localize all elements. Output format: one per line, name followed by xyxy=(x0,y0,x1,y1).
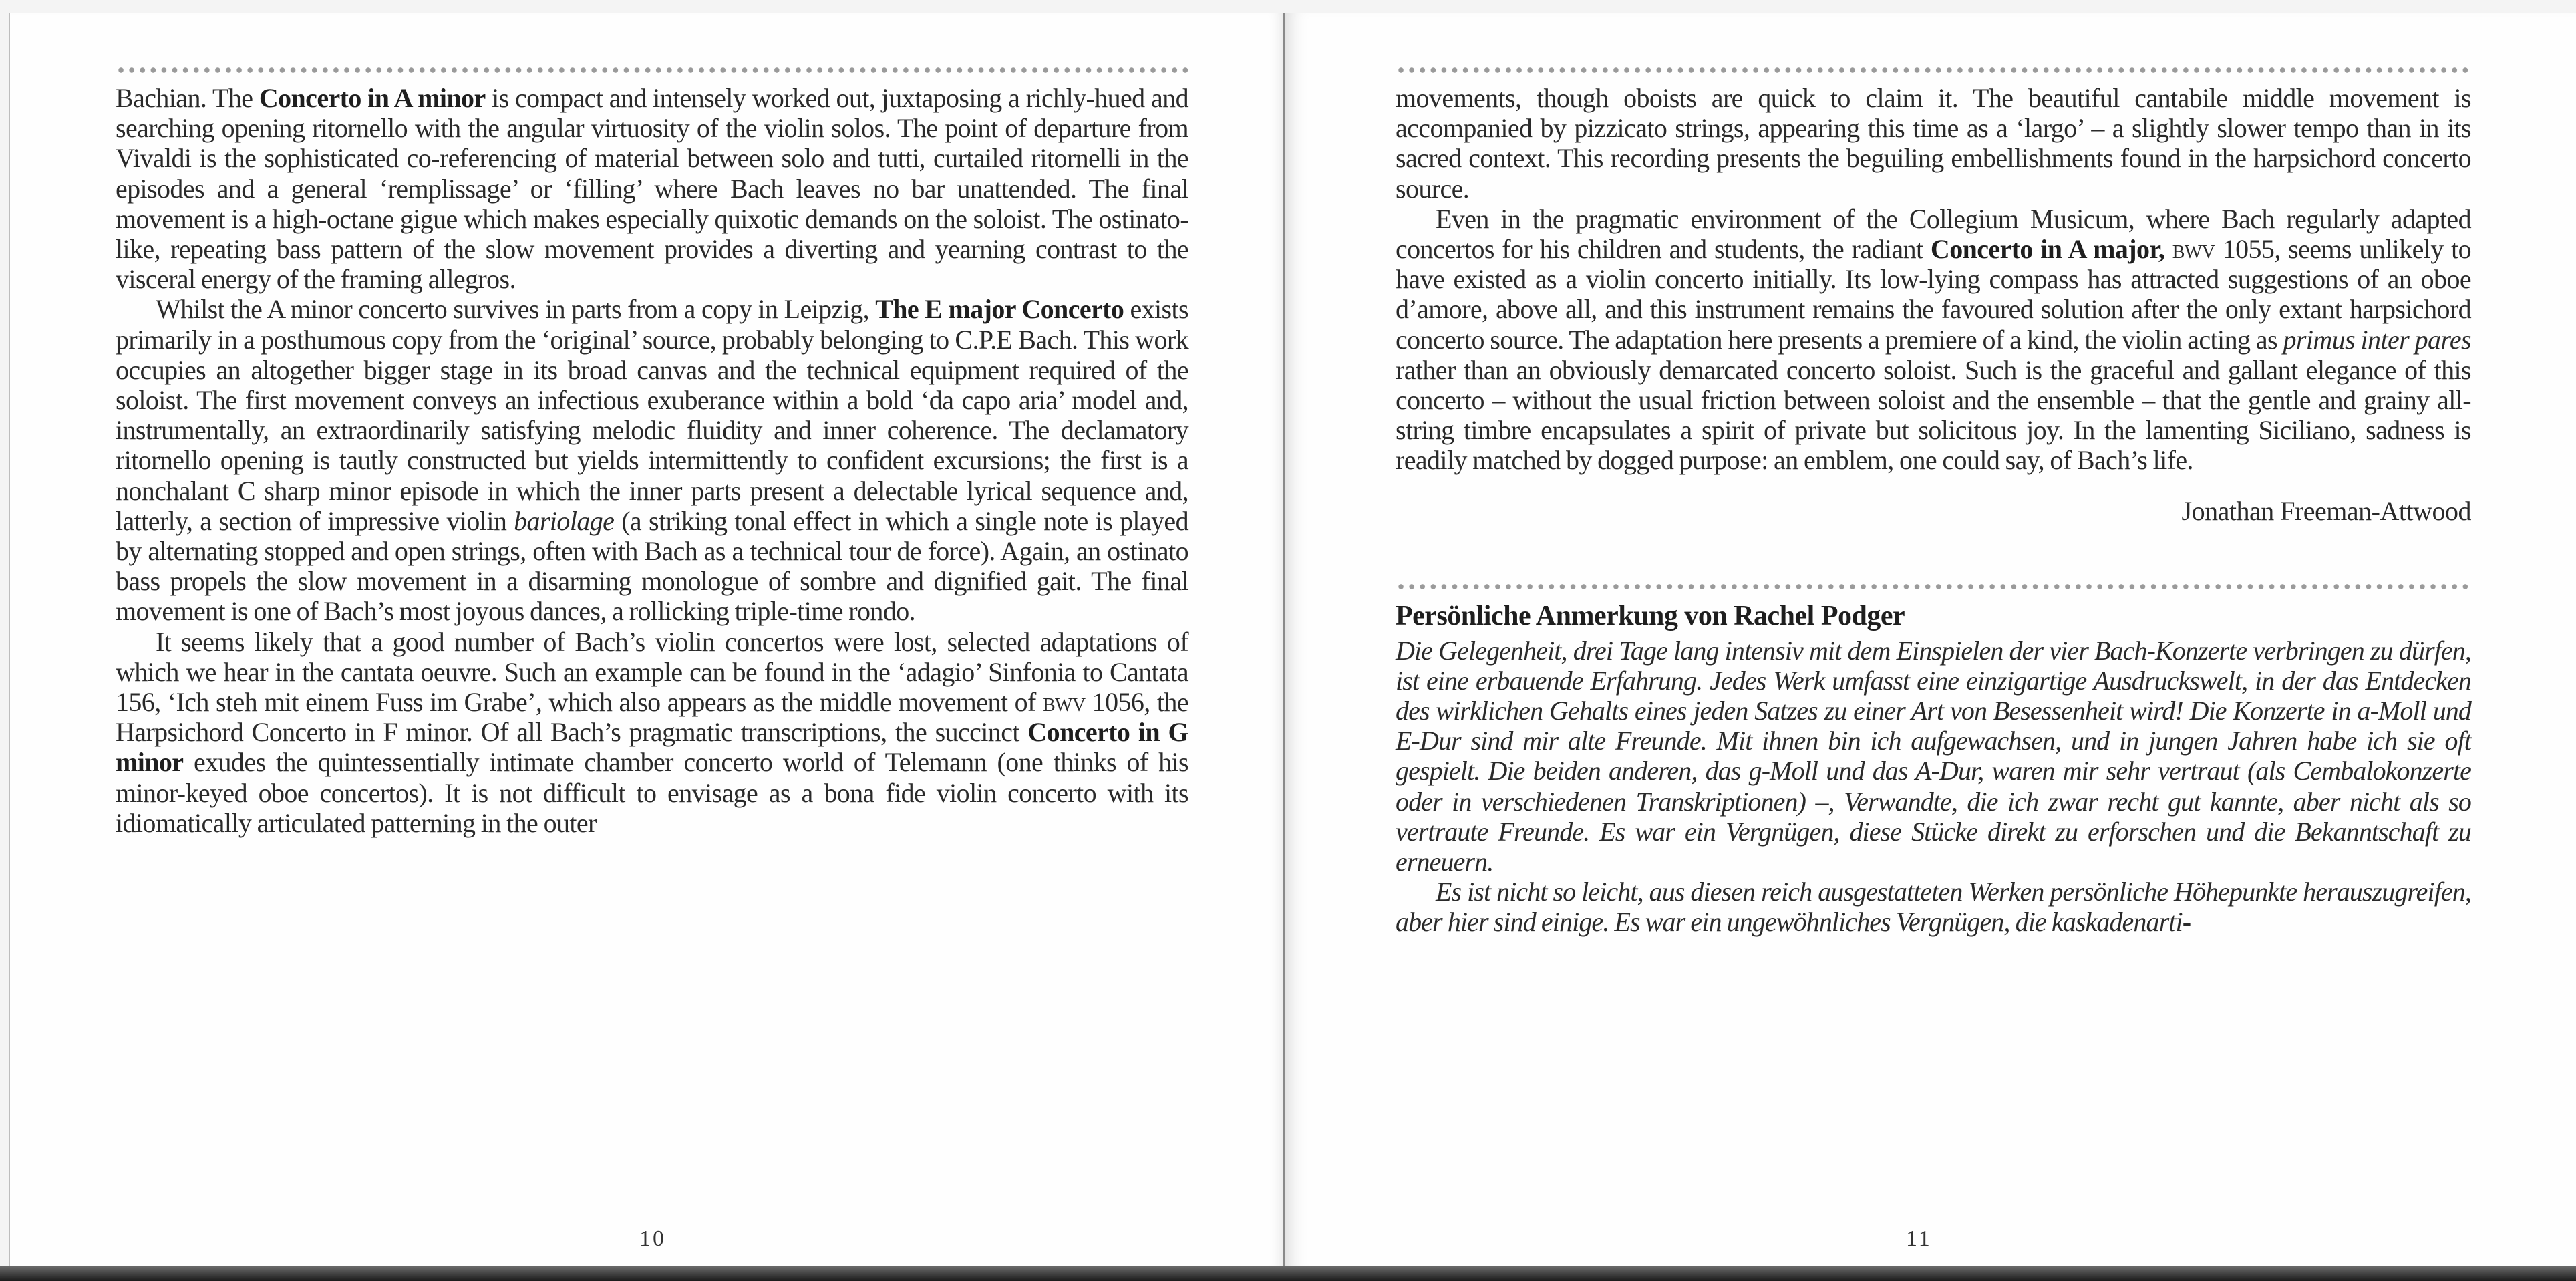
italic-term: bariolage xyxy=(514,505,615,536)
section-heading: Persönliche Anmerkung von Rachel Podger xyxy=(1396,600,1905,631)
text-run: Even in the pragmatic environment of the Collegium Musicum, where Bach regularly adapted concertos for his children and students, the radiant xyxy=(1396,203,2471,265)
bold-work-title: Concerto in A minor xyxy=(259,83,486,113)
text-run xyxy=(2164,234,2172,264)
bold-work-title: Concerto in A major, xyxy=(1930,234,2165,265)
author-signature: Jonathan Freeman-Attwood xyxy=(2181,495,2471,526)
text-run: rather than an obviously demarcated concerto soloist. Such is the graceful and gallant elegance of this concerto – without the usual friction between soloist and the ensemble – that the gentle and grainy all-string timbre encapsulates a spirit of private but solicitous joy. In the lamenting Siciliano, sadness is readily matched by dogged purpose: an emblem, one could say, of Bach’s life. xyxy=(1396,354,2471,476)
text-run: Whilst the A minor concerto survives in parts from a copy in Leipzig, xyxy=(156,294,876,325)
page-number: 11 xyxy=(1906,1226,1932,1251)
paragraph xyxy=(116,294,1188,626)
page-number: 10 xyxy=(639,1226,666,1251)
paragraph xyxy=(116,83,1188,294)
scan-bottom-edge xyxy=(0,1266,2576,1281)
dotted-rule xyxy=(1396,582,2471,591)
german-paragraph: Es ist nicht so leicht, aus diesen reich ausgestatteten Werken persönliche Höhepunkte herauszugreifen, aber hier sind einige. Es war ein ungewöhnliches Vergnügen, die kaskadenarti- xyxy=(1396,877,2471,938)
text-run: is compact and intensely worked out, juxtaposing a richly-hued and searching opening ritornello with the angular virtuosity of the violin solos. The point of departure from Vivaldi is the sophisticated co-referencing of material between solo and tutti, curtailed ritornelli in the episodes and a general ‘remplissage’ or ‘filling’ where Bach leaves no bar unattended. The final movement is a high-octane gigue which makes especially quixotic demands on the soloist. The ostinato-like, repeating bass pattern of the slow movement provides a diverting and yearning contrast to the visceral energy of the framing allegros. xyxy=(116,83,1188,295)
paragraph xyxy=(1396,204,2471,476)
catalog-number: bwv 1055 xyxy=(2172,234,2275,265)
text-run: (a striking tonal effect in which a single note is played by alternating stopped and open strings, often with Bach as a technical tour de force). Again, an ostinato bass propels the slow movement in a disarming monologue of sombre and dignified gait. The final movement is one of Bach’s most joyous dances, a rollicking triple-time rondo. xyxy=(116,505,1188,627)
dotted-rule xyxy=(116,65,1188,75)
german-paragraph: Die Gelegenheit, drei Tage lang intensiv mit dem Einspielen der vier Bach-Konzerte verbringen zu dürfen, ist eine erbauende Erfahrung. Jedes Werk umfasst eine einzigartige Ausdruckswelt, in der das Entdecken des wirklichen Gehalts eines jeden Satzes zu einer Art von Besessenheit wird! Die Konzerte in a-Moll und E-Dur sind mir alte Freunde. Mit ihnen bin ich aufgewachsen, und in jungen Jahren habe ich sie oft gespielt. Die beiden anderen, das g-Moll und das A-Dur, waren mir sehr vertraut (als Cembalokonzerte oder in verschiedenen Transkriptionen) –, Verwandte, die ich zwar recht gut kannte, aber nicht als so vertraute Freunde. Es war ein Vergnügen, diese Stücke direkt zu erforschen und die Bekanntschaft zu erneuern. xyxy=(1396,635,2471,877)
catalog-number: bwv 1056 xyxy=(1042,687,1144,718)
italic-term: primus inter pares xyxy=(2283,324,2471,355)
paragraph xyxy=(116,627,1188,838)
text-run: exists primarily in a posthumous copy from the ‘original’ source, probably belonging to C.P.E Bach. This work occupies an altogether bigger stage in its broad canvas and the technical equipment required of the soloist. The first movement conveys an infectious exuberance within a bold ‘da capo aria’ model and, instrumentally, an extraordinarily satisfying melodic fluidity and inner coherence. The declamatory ritornello opening is tautly constructed but yields intermittently to confident excursions; the first is a nonchalant C sharp minor episode in which the inner parts present a delectable lyrical sequence and, latterly, a section of impressive violin xyxy=(116,294,1188,536)
dotted-rule xyxy=(1396,65,2471,75)
paragraph xyxy=(1396,83,2471,204)
text-run: It seems likely that a good number of Bach’s violin concertos were lost, selected adaptations of which we hear in the cantata oeuvre. Such an example can be found in the ‘adagio’ Sinfonia to Cantata 156, ‘Ich steh mit einem Fuss im Grabe’, which also appears as the middle movement of xyxy=(116,626,1188,718)
bold-work-title: The E major Concerto xyxy=(875,294,1124,325)
left-text-column xyxy=(116,65,1188,838)
left-page xyxy=(9,13,1283,1270)
bold-work-title: Concerto in G minor xyxy=(116,717,1188,778)
text-run: exudes the quintessentially intimate chamber concerto world of Telemann (one thinks of his minor-keyed oboe concertos). It is not difficult to envisage as a bona fide violin concerto with its idiomatically articulated patterning in the outer xyxy=(116,747,1188,838)
right-page xyxy=(1283,13,2576,1270)
text-run: , the Harpsichord Concerto in F minor. Of all Bach’s pragmatic transcriptions, the succinct xyxy=(116,687,1188,748)
text-run: movements, though oboists are quick to claim it. The beautiful cantabile middle movement is accompanied by pizzicato strings, appearing this time as a ‘largo’ – a slightly slower tempo than in its sacred context. This recording presents the beguiling embellishments found in the harpsichord concerto source. xyxy=(1396,83,2471,204)
text-run: , seems unlikely to have existed as a violin concerto initially. Its low-lying compass has attracted suggestions of an oboe d’amore, above all, and this instrument remains the favoured solution after the only extant harpsichord concerto source. The adaptation here presents a premiere of a kind, the violin acting as xyxy=(1396,234,2471,355)
right-text-column xyxy=(1396,65,2471,938)
text-run: Bachian. The xyxy=(116,83,259,113)
